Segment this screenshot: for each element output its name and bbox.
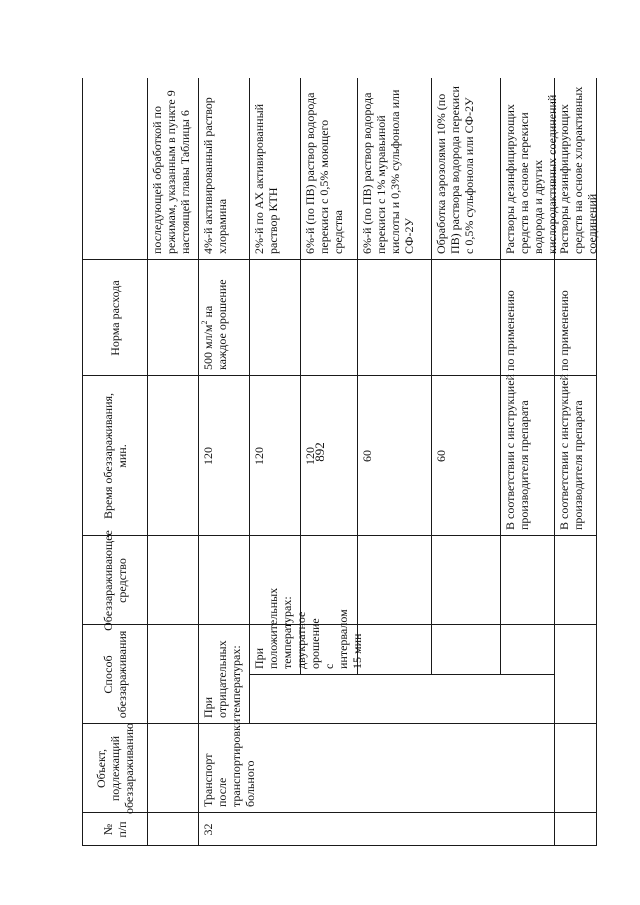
method-positive: При положительных температурах: двукратное орошение с интервалом 15 мин [252, 587, 364, 669]
agent-row: 2%-й по АХ активированный раствор КТН [252, 103, 280, 254]
header-num: № п/п [100, 821, 129, 838]
header-method: Способ обеззараживания [100, 630, 129, 719]
header-object: Объект, подлежащий обеззараживанию [93, 722, 136, 815]
agent-row: Растворы дезинфицирующих средств на основе хлорактивных соединений [557, 86, 599, 254]
norm-superscript: 2 [200, 320, 209, 325]
header-agent: Обеззараживающее средство [100, 530, 129, 631]
page-number: 892 [312, 442, 327, 462]
method-negative: При отрицательных температурах: [201, 640, 243, 718]
norm-cell [198, 260, 249, 376]
continued-agent: последующей обработкой по режимам, указанным в пункте 9 настоящей главы Таблицы 6 [150, 90, 192, 254]
agent-row: 6%-й (по ПВ) раствор водорода перекиси с 1% муравьиной кислоты и 0,3% сульфонола или СФ-2У [360, 89, 416, 254]
time-row: 60 [434, 450, 448, 462]
agent-row: Растворы дезинфицирующих средств на основе перекиси водорода и других кислородактивных соединений [503, 94, 559, 254]
time-row: 120 [303, 447, 317, 465]
time-norm-row: В соответствии с инструкцией по применению производителя препарата [557, 290, 585, 530]
header-norm: Норма расхода [107, 280, 122, 356]
time-row: 120 [252, 447, 266, 465]
disinfection-table [82, 78, 599, 846]
time-row: 60 [360, 450, 374, 462]
time-norm-row: В соответствии с инструкцией по применению производителя препарата [503, 290, 531, 530]
agent-row: Обработка аэрозолями 10% (по ПВ) раствора водорода перекиси с 0,5% сульфонола или СФ-2У [434, 86, 476, 254]
object-cell: Транспорт после транспортировки больного [201, 718, 257, 807]
norm-tail: на каждое орошение [201, 279, 229, 370]
row-number: 32 [201, 823, 215, 836]
header-time: Время обеззараживания, мин. [100, 392, 129, 520]
agent-row: 4%-й активированный раствор хлорамина [201, 97, 229, 254]
norm-value: 500 мл/м [201, 324, 215, 370]
agent-row: 6%-й (по ПВ) раствор водорода перекиси с 0,5% моющего средства [303, 92, 345, 254]
time-row: 120 [201, 447, 215, 465]
